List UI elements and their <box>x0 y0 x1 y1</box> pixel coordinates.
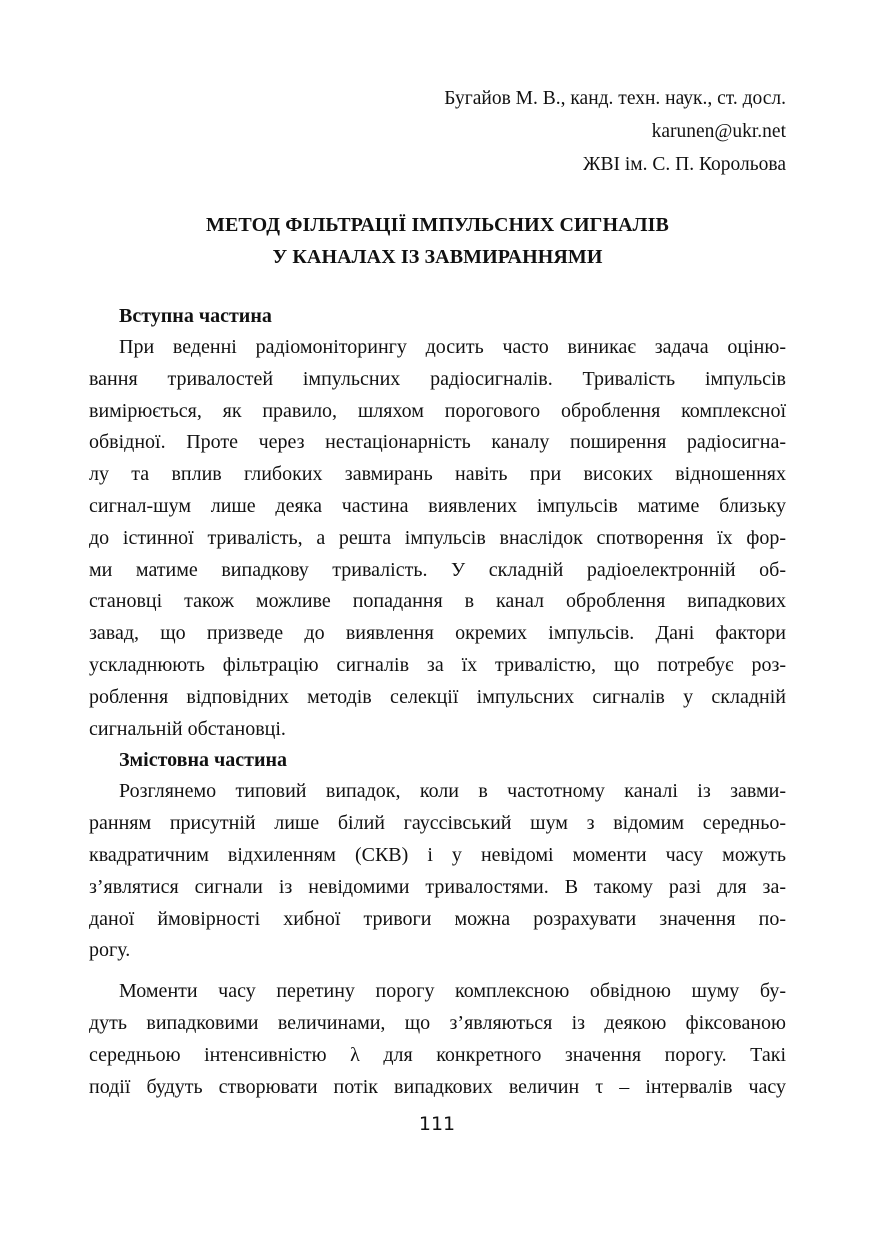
page <box>89 82 786 1103</box>
text-line: Моменти часу перетину порогу комплексною обвідною шуму бу- <box>119 980 786 1003</box>
text-line: події будуть створювати потік випадкових величин τ – інтервалів часу <box>89 1075 786 1098</box>
author-affiliation: ЖВІ ім. С. П. Корольова <box>583 154 786 175</box>
page-number: 111 <box>418 1113 456 1135</box>
text-line: вання тривалостей імпульсних радіосигналів. Тривалість імпульсів <box>89 367 786 390</box>
title-line-2: У КАНАЛАХ ІЗ ЗАВМИРАННЯМИ <box>272 246 603 268</box>
main-heading: Змістовна частина <box>119 749 288 772</box>
author-block <box>89 82 786 181</box>
text-line: становці також можливе попадання в канал оброблення випадкових <box>89 590 786 613</box>
author-email: karunen@ukr.net <box>651 121 786 142</box>
intro-paragraph <box>89 332 786 745</box>
text-line: ранням присутній лише білий гауссівський шум з відомим середньо- <box>89 812 786 835</box>
text-line: ускладнюють фільтрацію сигналів за їх тривалістю, що потребує роз- <box>89 653 786 676</box>
intro-heading: Вступна частина <box>119 305 272 327</box>
text-line: роблення відповідних методів селекції імпульсних сигналів у складній <box>89 685 786 708</box>
text-line: При веденні радіомоніторингу досить часто виникає задача оціню- <box>119 336 786 358</box>
text-line: сигнальній обстановці. <box>89 717 286 740</box>
text-line: даної ймовірності хибної тривоги можна розрахувати значення по- <box>89 907 786 930</box>
text-line: дуть випадковими величинами, що з’являються із деякою фіксованою <box>89 1011 786 1034</box>
text-line: завад, що призведе до виявлення окремих імпульсів. Дані фактори <box>89 622 786 645</box>
text-line: лу та вплив глибоких завмирань навіть при високих відношеннях <box>89 463 786 486</box>
author-name: Бугайов М. В., канд. техн. наук., ст. досл. <box>444 88 786 109</box>
main-paragraph-1 <box>89 776 786 967</box>
text-line: рогу. <box>89 939 131 962</box>
text-line: середньою інтенсивністю λ для конкретного значення порогу. Такі <box>89 1043 786 1066</box>
title-line-1: МЕТОД ФІЛЬТРАЦІЇ ІМПУЛЬСНИХ СИГНАЛІВ <box>206 214 669 236</box>
text-line: обвідної. Проте через нестаціонарність каналу поширення радіосигна- <box>89 431 786 454</box>
text-line: з’являтися сигнали із невідомими тривалостями. В такому разі для за- <box>89 875 786 898</box>
text-line: до істинної тривалість, а решта імпульсів внаслідок спотворення їх фор- <box>89 526 786 549</box>
text-line: вимірюється, як правило, шляхом порогового оброблення комплексної <box>89 399 786 422</box>
main-paragraph-2 <box>89 976 786 1103</box>
paper-title <box>89 209 786 273</box>
text-line: сигнал-шум лише деяка частина виявлених імпульсів матиме близьку <box>89 494 786 517</box>
text-line: ми матиме випадкову тривалість. У складній радіоелектронній об- <box>89 558 786 581</box>
text-line: Розглянемо типовий випадок, коли в частотному каналі із завми- <box>119 780 786 803</box>
text-line: квадратичним відхиленням (СКВ) і у невідомі моменти часу можуть <box>89 843 786 866</box>
